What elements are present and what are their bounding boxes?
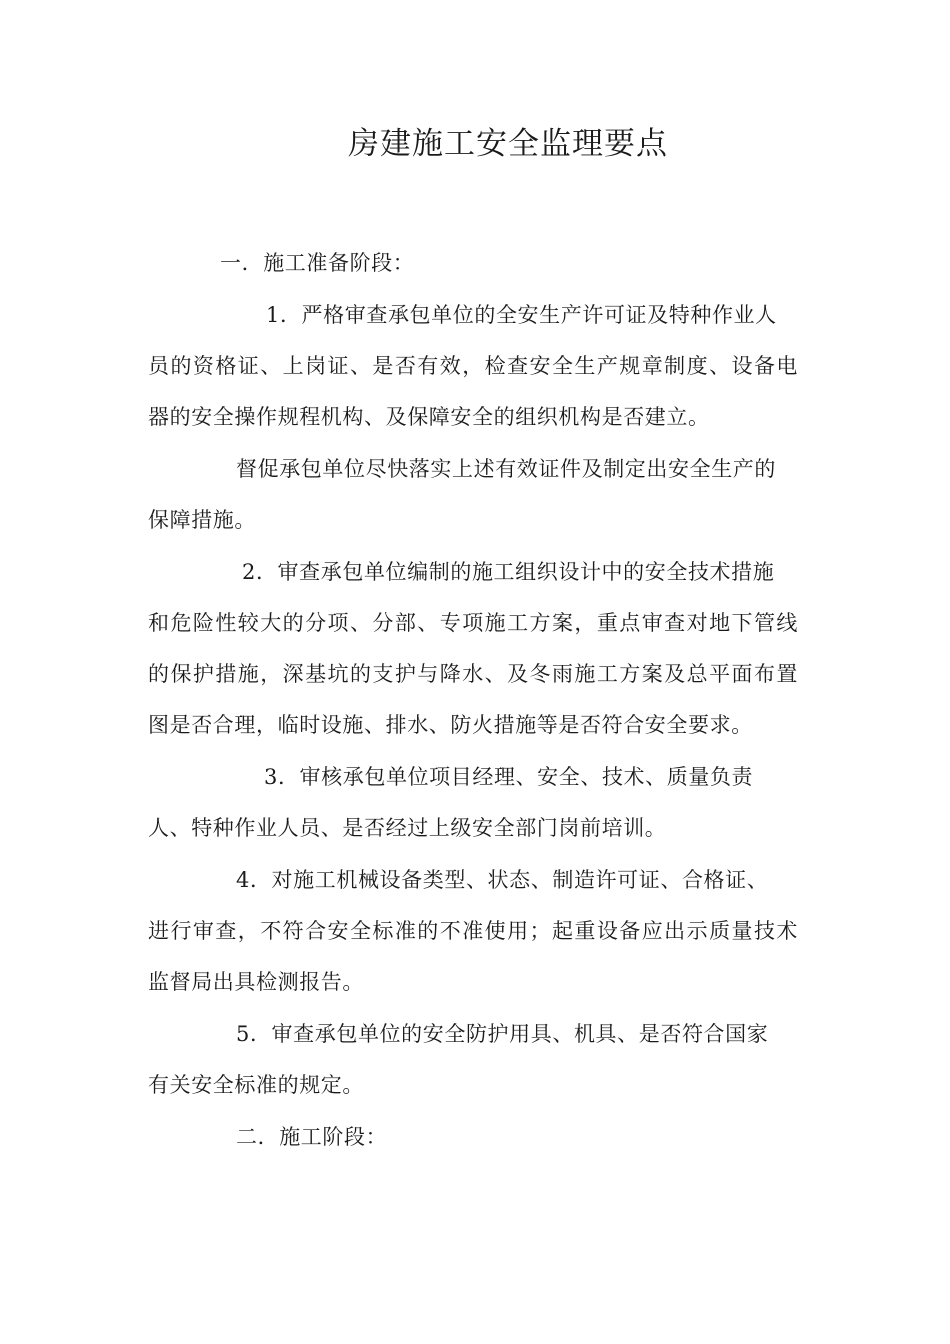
- paragraph-line: 器的安全操作规程机构、及保障安全的组织机构是否建立。: [148, 405, 710, 429]
- paragraph-line: 3．审核承包单位项目经理、安全、技术、质量负责: [264, 765, 754, 789]
- paragraph-line: 1．严格审查承包单位的全安生产许可证及特种作业人: [266, 303, 777, 327]
- paragraph-line: 督促承包单位尽快落实上述有效证件及制定出安全生产的: [236, 457, 776, 481]
- paragraph-line: 的保护措施，深基坑的支护与降水、及冬雨施工方案及总平面布置: [148, 662, 798, 686]
- document-title: 房建施工安全监理要点: [348, 126, 668, 162]
- paragraph-line: 2．审查承包单位编制的施工组织设计中的安全技术措施: [242, 560, 775, 584]
- section-heading-construction: 二．施工阶段：: [236, 1125, 388, 1149]
- section-heading-preparation: 一．施工准备阶段：: [220, 251, 415, 275]
- paragraph-line: 5．审查承包单位的安全防护用具、机具、是否符合国家: [236, 1022, 769, 1046]
- paragraph-line: 保障措施。: [148, 508, 256, 532]
- paragraph-line: 监督局出具检测报告。: [148, 970, 364, 994]
- paragraph-line: 和危险性较大的分项、分部、专项施工方案，重点审查对地下管线: [148, 611, 798, 635]
- paragraph-line: 图是否合理，临时设施、排水、防火措施等是否符合安全要求。: [148, 713, 753, 737]
- paragraph-line: 4．对施工机械设备类型、状态、制造许可证、合格证、: [236, 868, 769, 892]
- paragraph-line: 有关安全标准的规定。: [148, 1073, 364, 1097]
- paragraph-line: 员的资格证、上岗证、是否有效，检查安全生产规章制度、设备电: [148, 354, 798, 378]
- paragraph-line: 人、特种作业人员、是否经过上级安全部门岗前培训。: [148, 816, 667, 840]
- paragraph-line: 进行审查，不符合安全标准的不准使用；起重设备应出示质量技术: [148, 919, 798, 943]
